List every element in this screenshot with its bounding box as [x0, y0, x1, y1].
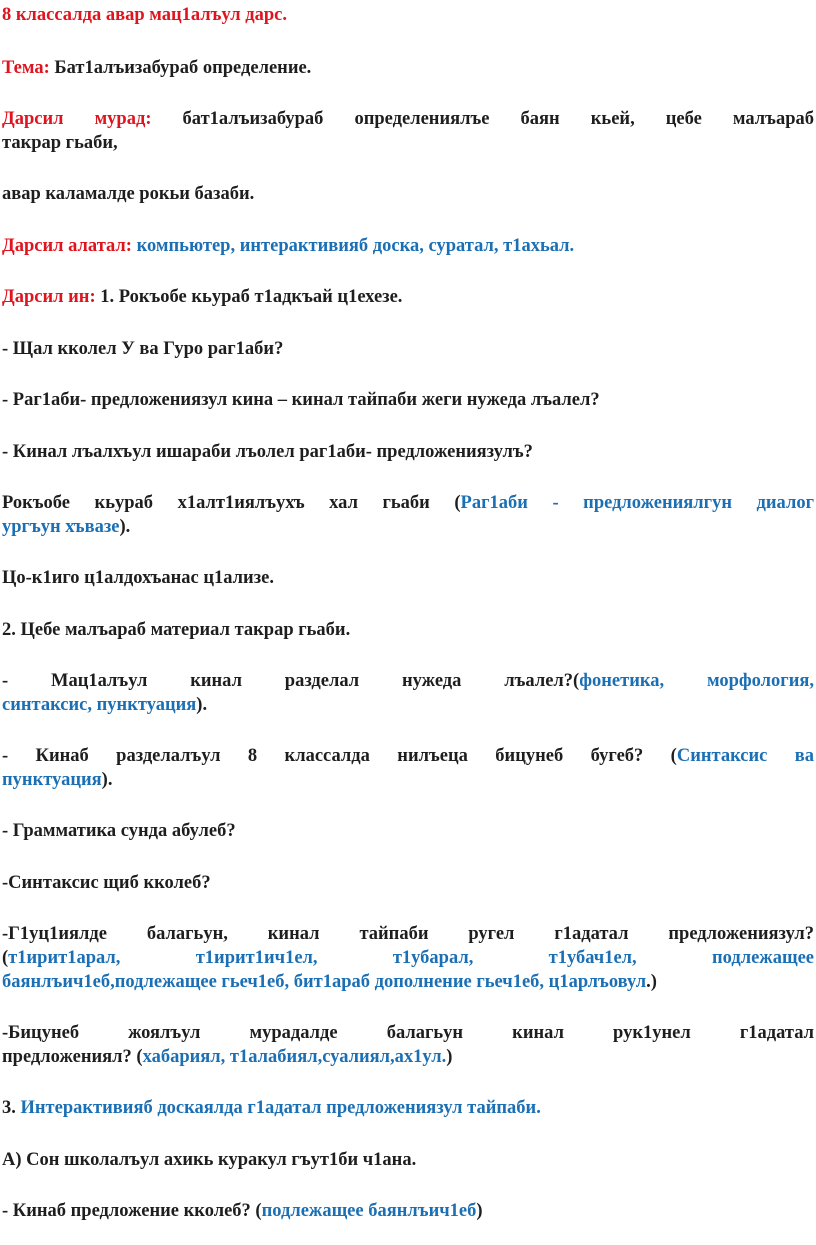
question-2: - Раг1аби- предложениязул кина – кинал тайпаби жеги нужеда лъалел? — [2, 390, 600, 410]
homework-prefix: Рокъобе кьураб х1алт1иялъухъ хал гьаби ( — [2, 493, 461, 513]
question-3: - Кинал лъалхъул ишараби лъолел раг1аби- предложениязулъ? — [2, 442, 533, 462]
types-open: ( — [2, 948, 9, 968]
grade8-prefix: - Кинаб разделалъул 8 классалда нилъеца бицунеб бугеб? ( — [2, 746, 677, 766]
lesson-title: 8 классалда авар мац1алъул дарс. — [2, 5, 287, 25]
which-suffix: ) — [476, 1201, 483, 1221]
grades-line: Цо-к1иго ц1алдохъанас ц1ализе. — [2, 568, 274, 588]
purpose-line-2 — [2, 1044, 814, 1071]
tools-line — [2, 233, 814, 260]
purpose-prefix: предложениял? ( — [2, 1047, 143, 1067]
sections-line-2 — [2, 692, 814, 719]
types-line-2 — [2, 945, 814, 972]
lesson-flow-line — [2, 284, 814, 311]
homework-line-1 — [2, 490, 814, 517]
goal-text-1: бат1алъизабураб определениялъе баян кьей, цебе малъараб — [182, 109, 814, 129]
tools-text: компьютер, интерактивияб доска, суратал, т1ахьал. — [136, 236, 575, 256]
types-suffix: .) — [646, 972, 657, 992]
types-answer-2: баянлъич1еб,подлежащее гьеч1еб, бит1араб дополнение гьеч1еб, ц1арлъовул — [2, 972, 647, 992]
goal-label: Дарсил мурад: — [2, 109, 152, 129]
purpose-suffix: ) — [446, 1047, 453, 1067]
homework-suffix: ). — [119, 517, 131, 537]
grade8-line-2 — [2, 767, 814, 794]
sections-suffix: ). — [196, 695, 208, 715]
step3-text: Интерактивияб доскаялда г1адатал предложениязул тайпаби. — [20, 1098, 541, 1118]
which-prefix: - Кинаб предложение кколеб? ( — [2, 1201, 262, 1221]
repeat-line: 2. Цебе малъараб материал такрар гьаби. — [2, 620, 351, 640]
question-1: - Щал кколел У ва Гуро раг1аби? — [2, 339, 284, 359]
topic-line — [2, 55, 814, 82]
sections-answer-2: синтаксис, пунктуация — [2, 695, 197, 715]
grade8-suffix: ). — [101, 770, 113, 790]
lesson-flow-text: 1. Рокъобе кьураб т1адкъай ц1ехезе. — [100, 287, 403, 307]
grade8-answer-2: пунктуация — [2, 770, 102, 790]
sentence-a: А) Сон школалъул ахикь куракул гъут1би ч1ана. — [2, 1150, 417, 1170]
tools-label: Дарсил алатал: — [2, 236, 132, 256]
homework-answer-1: Раг1аби - предложениялгун диалог — [460, 493, 814, 513]
homework-line-2 — [2, 514, 814, 541]
grammar-question: - Грамматика сунда абулеб? — [2, 821, 236, 841]
topic-label: Тема: — [2, 58, 50, 78]
goal-line-1 — [2, 106, 814, 133]
goal-line-3: авар каламалде рокьи базаби. — [2, 184, 255, 204]
goal-line-2: такрар гьаби, — [2, 133, 118, 153]
which-question — [2, 1198, 814, 1225]
topic-text: Бат1алъизабураб определение. — [54, 58, 312, 78]
purpose-answer: хабариял, т1алабиял,суалиял,ах1ул. — [142, 1047, 447, 1067]
syntax-question: -Синтаксис щиб кколеб? — [2, 873, 211, 893]
sections-prefix: - Мац1алъул кинал разделал нужеда лъалел?( — [2, 671, 580, 691]
grade8-line-1 — [2, 743, 814, 770]
step3-line — [2, 1095, 814, 1122]
purpose-line-1: -Бицунеб жоялъул мурадалде балагьун кинал рук1унел г1адатал — [2, 1023, 814, 1043]
types-answer-1: т1ирит1арал, т1ирит1ич1ел, т1убарал, т1убач1ел, подлежащее — [8, 948, 814, 968]
step3-number: 3. — [2, 1098, 16, 1118]
sections-line-1 — [2, 668, 814, 695]
types-line-3 — [2, 969, 814, 996]
which-answer: подлежащее баянлъич1еб — [261, 1201, 477, 1221]
types-line-1: -Г1уц1иялде балагьун, кинал тайпаби ругел г1адатал предложениязул? — [2, 924, 814, 944]
sections-answer-1: фонетика, морфология, — [579, 671, 814, 691]
lesson-flow-label: Дарсил ин: — [2, 287, 96, 307]
homework-answer-2: ургъун хъвазе — [2, 517, 120, 537]
grade8-answer-1: Синтаксис ва — [676, 746, 815, 766]
